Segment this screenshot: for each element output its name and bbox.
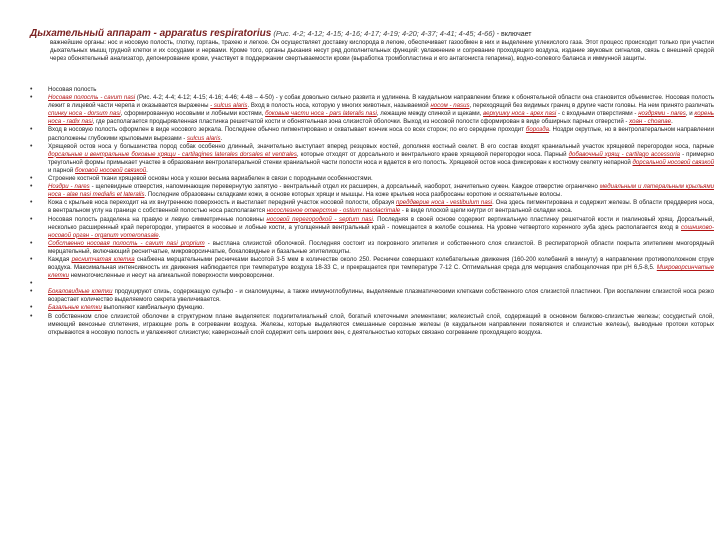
emphasized-term: носом - nasus	[430, 102, 470, 110]
item-text: . Она здесь пигментирована и содержит железы. В области преддверия носа, в вентральном углу на границе с собственной полостью носа располагается	[48, 199, 714, 215]
emphasized-term: хоан - choanae	[629, 118, 672, 126]
list-item	[30, 175, 714, 183]
list-item	[30, 256, 714, 280]
item-text: - с входными отверстиями -	[556, 110, 639, 118]
bullet-marker: •	[30, 255, 33, 263]
item-text: .	[146, 166, 148, 174]
item-text: - щелевидные отверстия, напоминающие перевернутую запятую - вентральный отдел их расширен, а дорсальный, наоборот, значительно сужен. Каждое отверстие ограничено	[89, 183, 600, 191]
list-item	[30, 199, 714, 215]
item-text: Носовая полость	[48, 86, 97, 93]
list-item	[30, 143, 714, 175]
item-text: снабжена мерцательными ресничками высотой 3-5 мкм в количестве около 250. Реснички совершают колебательные движения (160-200 колебаний в минуту) в направлении противоположном струе воздуха. Максимальная интенсивность их движения наблюдается при температуре воздуха 18-33 С, и прекращается при температуре 7-12 С. Оптимальная среда для мерцания слабощелочная при рН 6,5-8,5.	[48, 255, 714, 272]
list-item	[30, 288, 714, 304]
bullet-marker: •	[30, 199, 33, 207]
bullet-marker: •	[30, 239, 33, 247]
document-title: Дыхательный аппарат - apparatus respiratorius	[30, 28, 272, 39]
item-text: выполняют камбиальную функцию.	[101, 304, 205, 312]
item-text: , лежащие между спинкой и щеками,	[376, 110, 484, 118]
list-item	[30, 304, 714, 312]
item-text: , которые отходят от дорсального и вентрального краев хрящевой перегородки носа. Парный	[296, 150, 569, 158]
emphasized-term: носослезное отверстие - ostium nasolacrimale	[266, 207, 401, 215]
bullet-marker: •	[30, 175, 33, 183]
emphasized-term: Бокаловидные клетки	[48, 288, 113, 296]
intro-text: важнейшие органы: нос и носовую полость, глотку, гортань, трахею и легкое. Он осуществляет доставку кислорода в легкие, обеспечивает газообмен в них и выделение углекислого газа. Этот процесс происходит только при участии дыхательных мышц грудной клетки и их сосудами и нервами. Кроме того, органы дыхания несут ряд дополнительных функций: увлажнение и согревание проходящего воздуха, издание звуковых сигналов, связь с внешней средой через обонятельный анализатор, депонирование крови, участвует в поддержании свертываемости крови (выработка тромбопластина и его антагониста гепарина), водно-солевого баланса и иммунной защиты.	[50, 39, 714, 63]
emphasized-term: дорсальной носовой связкой	[632, 158, 714, 166]
item-text: . Вход в полость носа, которую у многих животных, называемой	[247, 102, 431, 110]
emphasized-term: боковой носовой связкой	[75, 166, 147, 174]
item-text: Кожа с крыльев носа переходит на их внутреннюю поверхность и выстилает передний участок носовой полости, образуя	[48, 199, 397, 207]
emphasized-term: - sulcus alaris	[210, 102, 248, 110]
item-text: . Ноздри округлые, но в вентролатеральном направлении расположены глубокими крыловыми вырезами -	[48, 126, 714, 142]
item-text: , где располагается продырявленная пластинка решетчатой кости и обонятельная зона слизистой оболочки. Выход из носовой полости сформирован в виде обширных парных отверстий -	[92, 118, 630, 126]
bullet-marker: •	[30, 94, 33, 102]
emphasized-term: сошниково-носовой орган - organum vomeronasale	[48, 223, 714, 239]
emphasized-term: корень носа - radix nasi	[48, 110, 715, 126]
list-item	[30, 313, 714, 337]
list-item	[30, 94, 714, 126]
emphasized-term: добавочный хрящ - cartilago accessoria	[568, 150, 681, 158]
emphasized-term: спинку носа - dorsum nasi	[48, 110, 121, 118]
heading-block	[30, 29, 714, 39]
bullet-list	[30, 86, 714, 337]
bullet-marker: •	[30, 126, 33, 134]
item-text: Хрящевой остов носа у большинства пород собак особенно длинный, значительно выступает вперед резцовых костей, дополняя костный скелет. В его состав входят краниальный участок хрящевой перегородки носа, парные	[48, 142, 714, 150]
bullet-marker: •	[30, 312, 33, 320]
list-item	[30, 216, 714, 240]
item-text: немногочисленные и несут на апикальной поверхности микроворсинки.	[68, 272, 275, 280]
item-text: - выстлана слизистой оболочкой. Последняя состоит из покровного эпителия и собственного слоя слизистой. В респираторной области покрыта эпителием многорядный мерцательный, включающий реснитчатые, микроворсинчатые, бокаловидные и базальные эпителиоциты.	[48, 239, 714, 255]
bullet-marker: •	[30, 215, 33, 223]
emphasized-term: Базальные клетки	[48, 304, 102, 312]
item-text: , сформированную носовыми и лобными костями,	[120, 110, 266, 118]
item-text: (Рис. 4-2; 4-4; 4-12; 4-15; 4-16; 4-46; 4-48 – 4-50) - у собак довольно сильно развита и удлинена. В каудальном направлении ближе к обонятельной области она становится объемистее. Носовая полость лежит в лицевой части черепа и оказывается выражены	[48, 94, 714, 110]
item-text: продуцируют слизь, содержащую сульфо - и сиаломуцины, а также иммуноглобулины, выделяемые плазматическими клетками собственного слоя слизистой пластинки. При воспалении слизистой носа резко возрастает количество выделяемого секрета увеличивается.	[48, 288, 714, 304]
item-text: .	[158, 231, 161, 239]
figure-references: (Рис. 4-2; 4-12; 4-15; 4-16; 4-17; 4-19; 4-20; 4-37; 4-41; 4-45; 4-66)	[271, 29, 495, 38]
bullet-marker: •	[30, 86, 33, 93]
bullet-marker: •	[30, 288, 33, 296]
bullet-marker: •	[30, 280, 33, 288]
emphasized-term: боковые части носа - pars lateralis nasi	[265, 110, 377, 118]
item-text: . Последние образованы складками кожи, в основе которых хрящи и мышцы. На коже крыльев носа разбросаны короткие и осязательные волосы.	[144, 191, 563, 199]
emphasized-term: носовой перегородкой - septum nasi	[266, 215, 373, 223]
emphasized-term: дорсальные и вентральные боковые хрящи - cartilagines laterales dorsales et ventrales	[48, 150, 297, 158]
item-text: , переходящий без видимых границ в другие части головы. На нем принято различать	[469, 102, 714, 110]
emphasized-term: реснитчатая клетка	[71, 255, 135, 263]
item-text: , и	[685, 110, 695, 118]
intro-paragraph	[50, 39, 714, 63]
emphasized-term: верхушку носа - apex nasi	[483, 110, 557, 118]
emphasized-term: борозда	[525, 126, 549, 134]
emphasized-term: Носовая полость - cavum nasi	[48, 94, 136, 102]
list-item	[30, 86, 714, 94]
emphasized-term: медиальным и латеральным крыльями носа - alae nasi medialis et lateralis	[48, 183, 715, 199]
item-text: .	[220, 134, 223, 142]
emphasized-term: преддверие носа - vestibulum nasi	[396, 199, 493, 207]
list-item	[30, 126, 714, 142]
item-text: . Последняя в своей основе содержит вертикальную пластинку решетчатой кости и гиалиновый хрящ. Дорсальный, несколько расширенный край перегородки, упирается в носовые и лобные кости, а утолщенный вентральный край - помещается в желобе сошника. На уровне четвертого коренного зуба здесь располагается вход в	[48, 215, 714, 231]
title-lead: - включает	[494, 31, 532, 38]
item-text: - примерно треугольной формы примыкает участке в образовании вентролатеральной стенки краниальной части полости носа и вдается в его полость. Хрящевой остов носа фиксирован к костному скелету непарной	[48, 150, 714, 166]
bullet-marker: •	[30, 183, 33, 191]
item-text: Носовая полость разделена на правую и левую симметричные половины	[48, 215, 267, 223]
item-text: и парной	[48, 166, 76, 174]
emphasized-term: Собственно носовая полость - cavum nasi proprium	[48, 239, 205, 247]
item-text: Каждая	[48, 255, 72, 263]
item-text: В собственном слое слизистой оболочки в структурном плане выделяется: подэпителиальный слой, богатый клеточными элементами; железистый слой, содержащий в основном белково-слизистые железы; сосудистый слой, имеющий венозные сплетения, играющие роль в согревании воздуха. Железы, которые выделяются смешанные серозные железы (в каудальном направлении появляются и слизистые железы), выводные протоки которых открываются в носовую полость и увлажняют слизистую; кавернозный слой содержит сеть широких вен, с деятельностью которых связано согревание проходящего воздуха.	[48, 312, 714, 336]
emphasized-term: Ноздри - nares	[48, 183, 90, 191]
list-item	[30, 183, 714, 199]
list-item	[30, 240, 714, 256]
emphasized-term: ноздрями - nares	[638, 110, 686, 118]
bullet-marker: •	[30, 304, 33, 312]
item-text: Вход в носовую полость оформлен в виде носового зеркала. Последнее обычно пигментировано и охватывает кончик носа со всех сторон; по его середине проходит	[48, 126, 526, 134]
emphasized-term: sulcus alaris	[187, 134, 221, 142]
bullet-marker: •	[30, 142, 33, 150]
item-text: Строение костной ткани хрящевой основы носа у кошки весьма вариабелен в связи с породными особенностями.	[48, 175, 373, 183]
emphasized-term: Микроворсинчатые клетки	[48, 264, 714, 280]
item-text: - в виде плоской щели кнутри от вентральной складки носа.	[400, 207, 573, 215]
item-text: .	[671, 118, 673, 126]
list-item	[30, 280, 714, 288]
